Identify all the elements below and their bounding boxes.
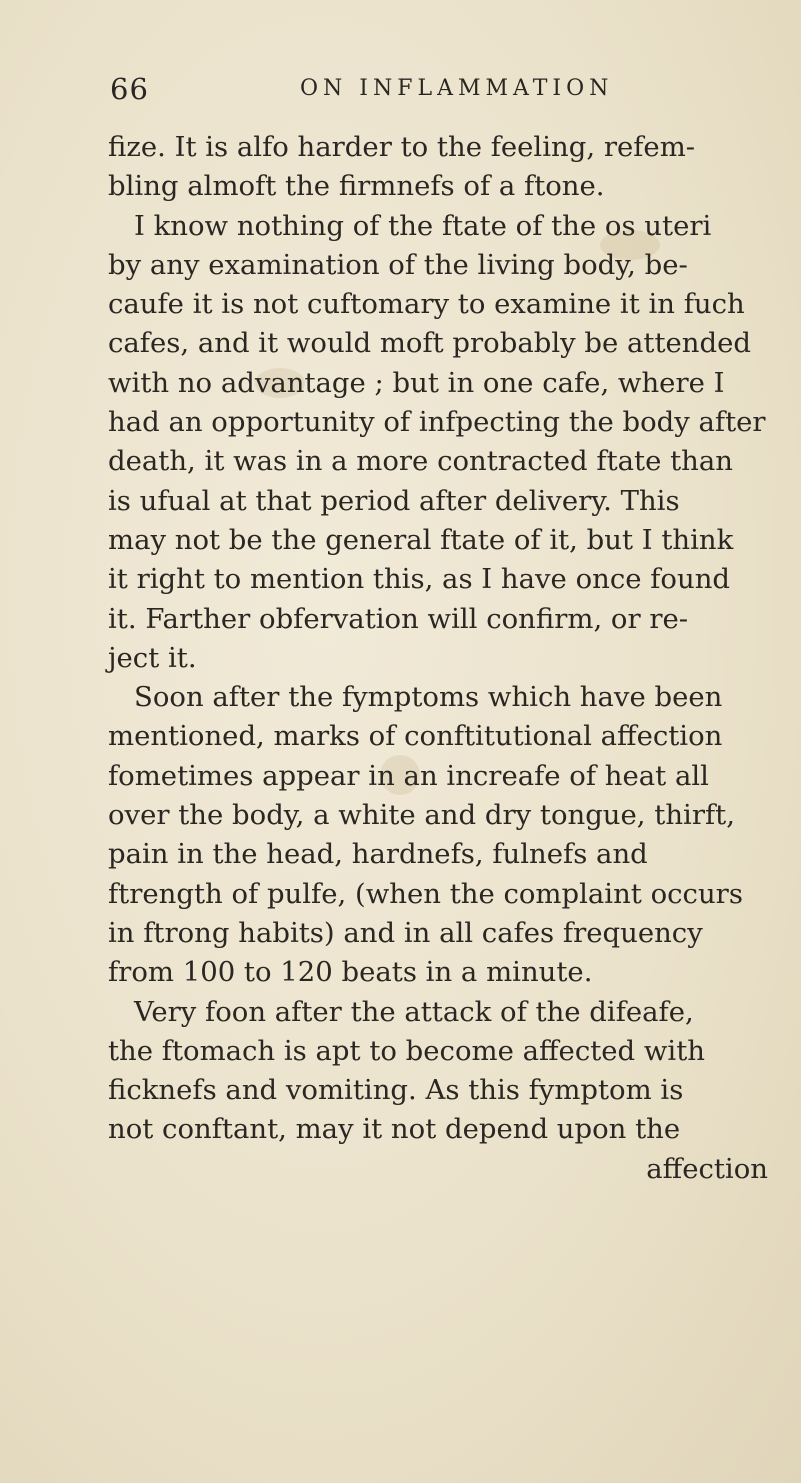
page-number: 66	[110, 72, 149, 106]
text-line: cafes, and it would moft probably be attended	[108, 327, 752, 360]
text-line: fize. It is alfo harder to the feeling, refem-	[108, 131, 696, 163]
text-line: not conftant, may it not depend upon the	[108, 1113, 681, 1146]
text-line: pain in the head, hardnefs, fulnefs and	[108, 838, 648, 871]
text-line: mentioned, marks of conftitutional affection	[108, 720, 723, 753]
text-line: bling almoft the firmnefs of a ftone.	[108, 170, 605, 203]
text-line: had an opportunity of infpecting the body after	[108, 406, 766, 439]
text-line: Soon after the fymptoms which have been	[134, 681, 723, 714]
text-line: it. Farther obfervation will confirm, or re-	[108, 602, 689, 635]
text-line: from 100 to 120 beats in a minute.	[108, 956, 593, 989]
text-line: may not be the general ftate of it, but I think	[108, 523, 734, 556]
text-line: ficknefs and vomiting. As this fymptom is	[108, 1074, 684, 1107]
text-line: it right to mention this, as I have once found	[108, 563, 731, 596]
page-header	[110, 72, 681, 112]
text-line: over the body, a white and dry tongue, thirft,	[108, 799, 735, 832]
text-line: by any examination of the living body, be-	[108, 248, 688, 281]
text-line: I know nothing of the ftate of the os uteri	[134, 209, 712, 242]
text-line: death, it was in a more contracted ftate than	[108, 445, 733, 478]
text-line: with no advantage ; but in one cafe, where I	[108, 366, 725, 399]
text-line: in ftrong habits) and in all cafes frequency	[108, 916, 703, 949]
text-line: ject it.	[108, 641, 197, 674]
text-line: ftrength of pulfe, (when the complaint occurs	[108, 877, 743, 910]
text-line: caufe it is not cuftomary to examine it in fuch	[108, 288, 745, 321]
text-line: the ftomach is apt to become affected with	[108, 1034, 705, 1067]
text-line: fometimes appear in an increafe of heat all	[108, 759, 709, 792]
body-text	[108, 128, 768, 1189]
text-line: is ufual at that period after delivery. This	[108, 484, 680, 517]
running-head: ON INFLAMMATION	[300, 76, 614, 101]
text-line: Very foon after the attack of the difeafe,	[134, 995, 694, 1028]
catchword: affection	[646, 1152, 768, 1185]
